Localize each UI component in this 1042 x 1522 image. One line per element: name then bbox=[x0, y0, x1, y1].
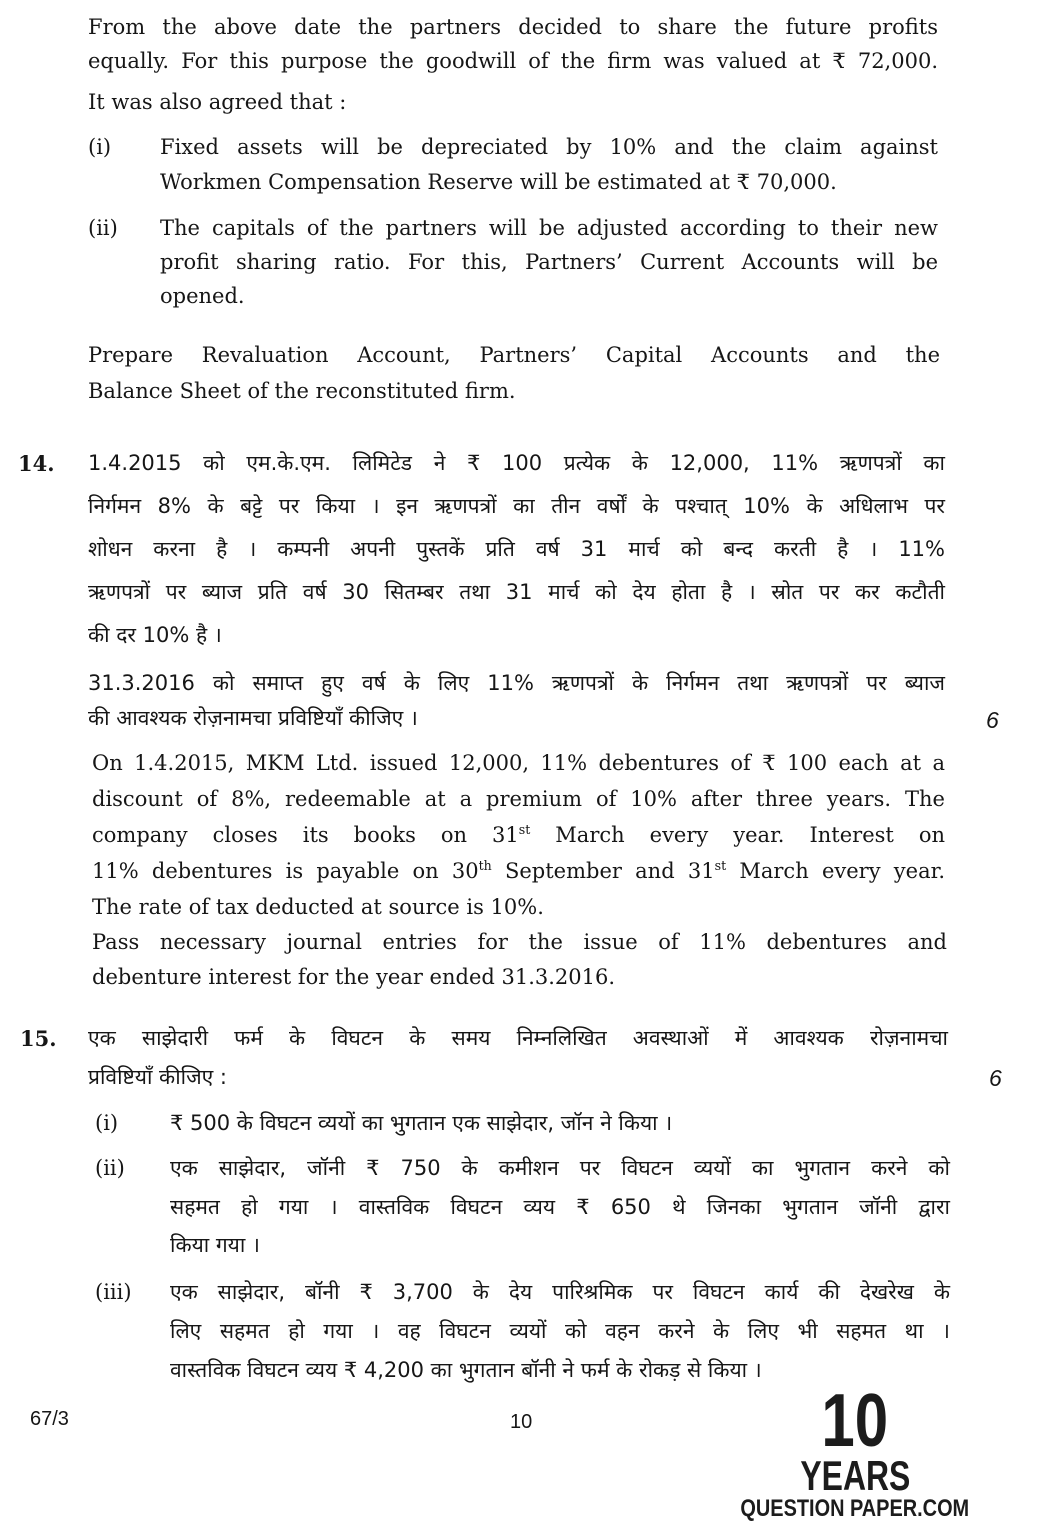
marks-label: 6 bbox=[986, 707, 999, 733]
text-line: की दर 10% है । bbox=[88, 623, 222, 647]
text-line bbox=[92, 853, 945, 889]
text-line: The capitals of the partners will be adjusted according to their new bbox=[160, 216, 938, 240]
text-line: 31.3.2016 को समाप्त हुए वर्ष के लिए 11% ऋणपत्रों के निर्गमन तथा ऋणपत्रों पर ब्याज bbox=[88, 671, 945, 695]
item-label: (i) bbox=[88, 135, 112, 159]
text-line: वास्तविक विघटन व्यय ₹ 4,200 का भुगतान बॉनी ने फर्म के रोकड़ से किया । bbox=[170, 1358, 762, 1382]
q14-english-question bbox=[92, 745, 945, 925]
text-line: निर्गमन 8% के बट्टे पर किया । इन ऋणपत्रों का तीन वर्षों के पश्चात् 10% के अधिलाभ पर bbox=[88, 494, 945, 518]
item-text bbox=[170, 1273, 950, 1390]
text-line: की आवश्यक रोज़नामचा प्रविष्टियाँ कीजिए । bbox=[88, 706, 418, 730]
text-line: From the above date the partners decided to share the future profits bbox=[88, 15, 938, 39]
text-line: On 1.4.2015, MKM Ltd. issued 12,000, 11% debentures of ₹ 100 each at a bbox=[92, 751, 945, 775]
intro-paragraph bbox=[88, 10, 938, 78]
watermark-logo-years: YEARS bbox=[800, 1452, 910, 1499]
ordinal-suffix: th bbox=[478, 858, 492, 873]
text-line: एक साझेदार, जॉनी ₹ 750 के कमीशन पर विघटन व्ययों का भुगतान करने को bbox=[170, 1156, 950, 1180]
text-segment: March every year. Interest on bbox=[530, 823, 945, 847]
text-line: शोधन करना है । कम्पनी अपनी पुस्तकें प्रति वर्ष 31 मार्च को बन्द करती है । 11% bbox=[88, 537, 945, 561]
text-segment: company closes its books on 31 bbox=[92, 823, 519, 847]
text-line: ₹ 500 के विघटन व्ययों का भुगतान एक साझेदार, जॉन ने किया । bbox=[170, 1111, 673, 1135]
text-line: लिए सहमत हो गया । वह विघटन व्ययों को वहन करने के लिए भी सहमत था । bbox=[170, 1319, 950, 1343]
text-segment: September and 31 bbox=[491, 859, 715, 883]
page-number: 10 bbox=[510, 1411, 533, 1433]
q15-item bbox=[95, 1104, 950, 1143]
text-line: सहमत हो गया । वास्तविक विघटन व्यय ₹ 650 थे जिनका भुगतान जॉनी द्वारा bbox=[170, 1194, 950, 1219]
intro-instruction bbox=[88, 337, 940, 409]
item-label: (ii) bbox=[88, 216, 118, 240]
text-line: एक साझेदारी फर्म के विघटन के समय निम्नलिखित अवस्थाओं में आवश्यक रोज़नामचा bbox=[88, 1026, 948, 1050]
item-text bbox=[160, 130, 938, 200]
text-line: discount of 8%, redeemable at a premium of 10% after three years. The bbox=[92, 787, 945, 811]
paper-code: 67/3 bbox=[30, 1408, 69, 1430]
watermark-logo-number-row bbox=[740, 1378, 970, 1462]
ordinal-suffix: st bbox=[518, 822, 531, 837]
text-line: profit sharing ratio. For this, Partners’ Current Accounts will be bbox=[160, 250, 938, 274]
q15-item bbox=[95, 1149, 950, 1265]
item-label: (ii) bbox=[95, 1156, 125, 1180]
watermark-logo-years-row bbox=[740, 1452, 970, 1499]
item-label: (i) bbox=[95, 1111, 119, 1135]
watermark-logo-site: QUESTION PAPER.COM bbox=[740, 1495, 970, 1522]
agreement-intro: It was also agreed that : bbox=[88, 90, 347, 114]
q15-item bbox=[95, 1273, 950, 1390]
watermark-logo-site-row bbox=[740, 1497, 970, 1521]
text-line: किया गया । bbox=[170, 1233, 260, 1257]
text-line: debenture interest for the year ended 31.3.2016. bbox=[92, 965, 616, 989]
condition-item bbox=[88, 211, 938, 313]
question-number: 15. bbox=[20, 1026, 57, 1051]
q14-english-task bbox=[92, 925, 947, 995]
text-segment: 11% debentures is payable on 30 bbox=[92, 859, 479, 883]
text-line: Balance Sheet of the reconstituted firm. bbox=[88, 379, 516, 403]
item-text bbox=[170, 1104, 950, 1143]
text-line bbox=[92, 817, 945, 853]
marks-label: 6 bbox=[989, 1065, 1002, 1091]
ordinal-suffix: st bbox=[714, 858, 727, 873]
text-line: Prepare Revaluation Account, Partners’ Capital Accounts and the bbox=[88, 343, 940, 367]
item-label: (iii) bbox=[95, 1280, 132, 1304]
condition-item bbox=[88, 130, 938, 200]
q14-hindi-task bbox=[88, 666, 945, 736]
text-line: equally. For this purpose the goodwill of the firm was valued at ₹ 72,000. bbox=[88, 49, 938, 73]
item-text bbox=[170, 1149, 950, 1265]
q14-hindi-question bbox=[88, 442, 945, 657]
text-line: Pass necessary journal entries for the issue of 11% debentures and bbox=[92, 930, 947, 954]
watermark-logo-number: 10 bbox=[821, 1378, 889, 1462]
text-line: Fixed assets will be depreciated by 10% and the claim against bbox=[160, 135, 938, 159]
question-number: 14. bbox=[18, 451, 55, 476]
text-line: 1.4.2015 को एम.के.एम. लिमिटेड ने ₹ 100 प्रत्येक के 12,000, 11% ऋणपत्रों का bbox=[88, 451, 945, 475]
q15-hindi-question bbox=[88, 1019, 948, 1097]
text-line: Workmen Compensation Reserve will be estimated at ₹ 70,000. bbox=[160, 170, 837, 194]
text-line: The rate of tax deducted at source is 10%. bbox=[92, 895, 544, 919]
text-line: ऋणपत्रों पर ब्याज प्रति वर्ष 30 सितम्बर तथा 31 मार्च को देय होता है । स्रोत पर कर कटौती bbox=[88, 580, 945, 604]
text-line: एक साझेदार, बॉनी ₹ 3,700 के देय पारिश्रमिक पर विघटन कार्य की देखरेख के bbox=[170, 1280, 950, 1304]
text-segment: March every year. bbox=[726, 859, 946, 883]
item-text bbox=[160, 211, 938, 313]
text-line: opened. bbox=[160, 284, 245, 308]
text-line: प्रविष्टियाँ कीजिए : bbox=[88, 1065, 228, 1089]
